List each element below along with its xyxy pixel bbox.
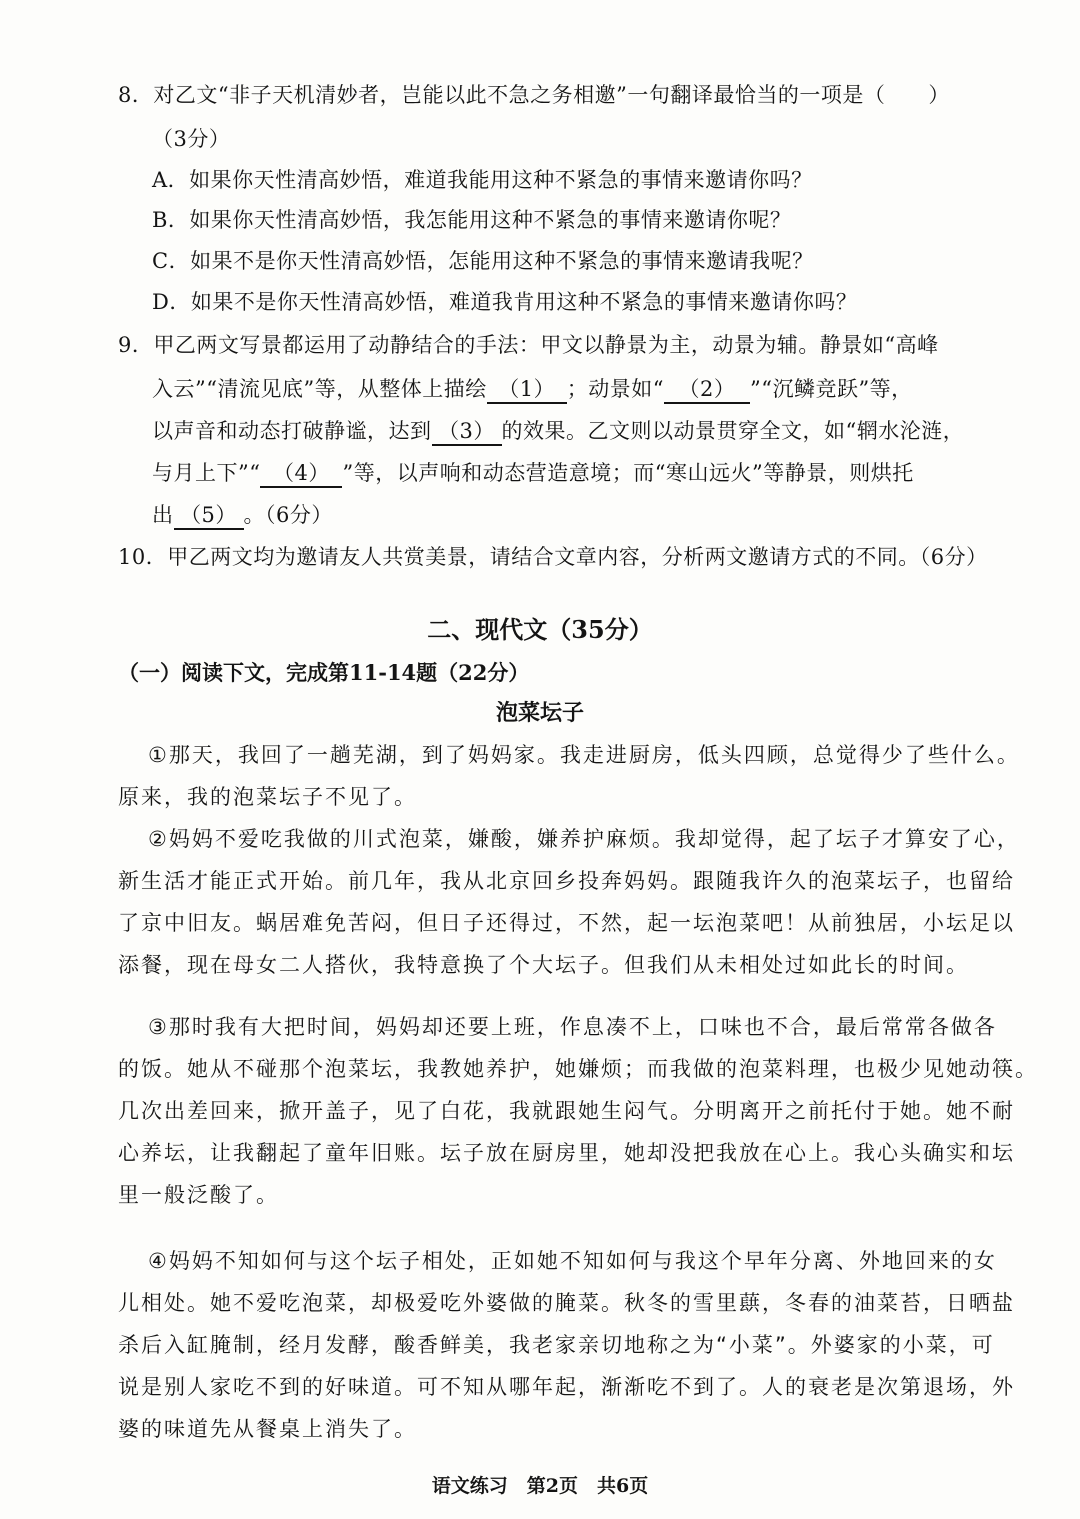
q8-score: （3分） bbox=[152, 127, 231, 151]
q9-text: 与月上下”“ bbox=[152, 461, 261, 485]
reading-subhead: （一）阅读下文，完成第11-14题（22分） bbox=[118, 660, 530, 685]
blank-4: （4） bbox=[260, 460, 342, 488]
q9-text: ；动景如“ bbox=[566, 377, 664, 401]
essay-line: 婆的味道先从餐桌上消失了。 bbox=[118, 1417, 417, 1441]
essay-line: ②妈妈不爱吃我做的川式泡菜，嫌酸，嫌养护麻烦。我却觉得，起了坛子才算安了心， bbox=[148, 827, 1020, 851]
q9-text: ”“沉鳞竞跃”等， bbox=[749, 377, 913, 401]
q8-option-a: A．如果你天性清高妙悟，难道我能用这种不紧急的事情来邀请你吗？ bbox=[152, 168, 813, 192]
essay-line: 里一般泛酸了。 bbox=[118, 1183, 279, 1207]
q10-stem: 10．甲乙两文均为邀请友人共赏美景，请结合文章内容，分析两文邀请方式的不同。（6分） bbox=[118, 545, 988, 569]
essay-line: 了京中旧友。蜗居难免苦闷，但日子还得过，不然，起一坛泡菜吧！从前独居，小坛足以 bbox=[118, 911, 1015, 935]
essay-line: ①那天，我回了一趟芜湖，到了妈妈家。我走进厨房，低头四顾，总觉得少了些什么。 bbox=[148, 743, 1020, 767]
q9-text: 以声音和动态打破静谧，达到 bbox=[152, 419, 432, 443]
essay-line: 儿相处。她不爱吃泡菜，却极爱吃外婆做的腌菜。秋冬的雪里蕻，冬春的油菜苔，日晒盐 bbox=[118, 1291, 1015, 1315]
q8-stem: 8．对乙文“非子天机清妙者，岂能以此不急之务相邀”一句翻译最恰当的一项是（ ） bbox=[118, 83, 950, 107]
q9-text: 出 bbox=[152, 503, 174, 527]
q9-text: 的效果。乙文则以动景贯穿全文，如“辋水沦涟， bbox=[501, 419, 965, 443]
q9-line-3 bbox=[152, 416, 964, 446]
q9-text: 。（6分） bbox=[243, 503, 333, 527]
essay-title: 泡菜坛子 bbox=[495, 700, 584, 726]
q8-option-c: C．如果不是你天性清高妙悟，怎能用这种不紧急的事情来邀请我呢？ bbox=[152, 249, 814, 273]
blank-5: （5） bbox=[174, 502, 244, 530]
q9-text: 入云”“清流见底”等，从整体上描绘 bbox=[152, 377, 487, 401]
essay-line: 说是别人家吃不到的好味道。可不知从哪年起，渐渐吃不到了。人的衰老是次第退场，外 bbox=[118, 1375, 1015, 1399]
essay-line: 的饭。她从不碰那个泡菜坛，我教她养护，她嫌烦；而我做的泡菜料理，也极少见她动筷。 bbox=[118, 1057, 1038, 1081]
essay-line: ④妈妈不知如何与这个坛子相处，正如她不知如何与我这个早年分离、外地回来的女 bbox=[148, 1249, 997, 1273]
blank-3: （3） bbox=[432, 418, 502, 446]
blank-1: （1） bbox=[487, 376, 567, 404]
essay-line: 杀后入缸腌制，经月发酵，酸香鲜美，我老家亲切地称之为“小菜”。外婆家的小菜，可 bbox=[118, 1333, 995, 1357]
essay-line: 添餐，现在母女二人搭伙，我特意换了个大坛子。但我们从未相处过如此长的时间。 bbox=[118, 953, 969, 977]
q9-line-4 bbox=[152, 458, 914, 488]
essay-line: 新生活才能正式开始。前几年，我从北京回乡投奔妈妈。跟随我许久的泡菜坛子，也留给 bbox=[118, 869, 1015, 893]
blank-2: （2） bbox=[664, 376, 750, 404]
q9-line-1: 9．甲乙两文写景都运用了动静结合的手法：甲文以静景为主，动景为辅。静景如“高峰 bbox=[118, 333, 939, 357]
essay-line: ③那时我有大把时间，妈妈却还要上班，作息凑不上，口味也不合，最后常常各做各 bbox=[148, 1015, 997, 1039]
q9-text: ”等，以声响和动态营造意境；而“寒山远火”等静景，则烘托 bbox=[342, 461, 914, 485]
section-title: 二、现代文（35分） bbox=[427, 615, 653, 644]
essay-line: 心养坛，让我翻起了童年旧账。坛子放在厨房里，她却没把我放在心上。我心头确实和坛 bbox=[118, 1141, 1015, 1165]
essay-line: 几次出差回来，掀开盖子，见了白花，我就跟她生闷气。分明离开之前托付于她。她不耐 bbox=[118, 1099, 1015, 1123]
q9-line-5 bbox=[152, 500, 333, 530]
page-footer: 语文练习 第2页 共6页 bbox=[431, 1475, 649, 1497]
q8-option-b: B．如果你天性清高妙悟，我怎能用这种不紧急的事情来邀请你呢？ bbox=[152, 208, 792, 232]
q8-option-d: D．如果不是你天性清高妙悟，难道我肯用这种不紧急的事情来邀请你吗？ bbox=[152, 290, 858, 314]
essay-line: 原来，我的泡菜坛子不见了。 bbox=[118, 785, 417, 809]
q9-line-2 bbox=[152, 374, 913, 404]
